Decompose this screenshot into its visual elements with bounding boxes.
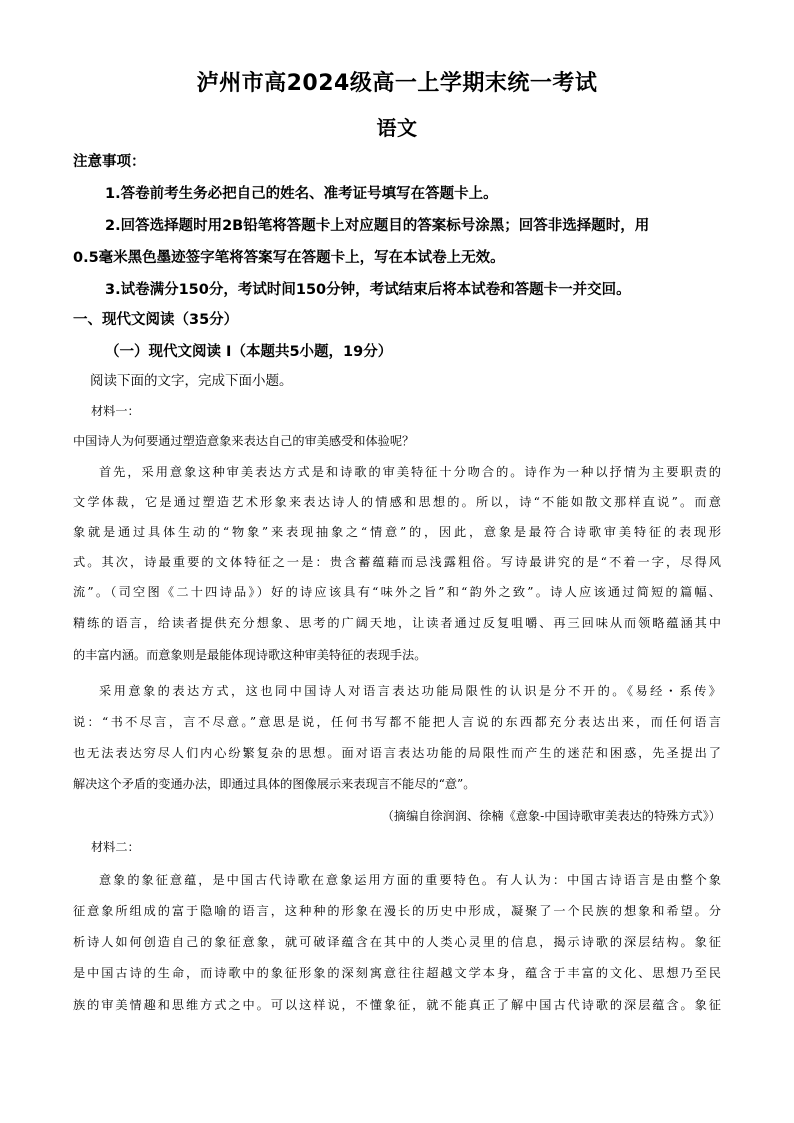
material-1-source: （摘编自徐润润、徐楠《意象-中国诗歌审美表达的特殊方式》） [381,809,721,823]
paragraph-line: 解决这个矛盾的变通办法，即通过具体的图像展示来表现言不能尽的“意”。 [73,777,476,791]
paragraph-line: 的丰富内涵。而意象则是最能体现诗歌这种审美特征的表现手法。 [73,648,427,662]
section-1-heading: 一、现代文阅读（35分） [73,312,239,328]
paragraph-line: 析诗人如何创造自己的象征意象，就可破译蕴含在其中的人类心灵里的信息，揭示诗歌的深层结构。象征 [73,935,721,949]
notice-item-2-line-1: 2.回答选择题时用2B铅笔将答题卡上对应题目的答案标号涂黑；回答非选择题时，用 [105,218,650,234]
exam-title: 泸州市高2024级高一上学期末统一考试 [196,71,598,96]
paragraph-line: 也无法表达穷尽人们内心纷繁复杂的思想。面对语言表达功能的局限性而产生的迷茫和困惑，先圣提出了 [73,746,721,760]
paragraph-line: 意象的象征意蕴，是中国古代诗歌在意象运用方面的重要特色。有人认为：中国古诗语言是由整个象 [99,873,721,887]
reading-instruction: 阅读下面的文字，完成下面小题。 [90,373,293,389]
material-1-question: 中国诗人为何要通过塑造意象来表达自己的审美感受和体验呢？ [73,434,415,448]
paragraph-line: 式。其次，诗最重要的文体特征之一是：贵含蓄蕴藉而忌浅露粗俗。写诗最讲究的是“不着一字，尽得风 [73,555,721,569]
paragraph-line: 是中国古诗的生命，而诗歌中的象征形象的深刻寓意往往超越文学本身，蕴含于丰富的文化、思想乃至民 [73,966,721,980]
paragraph-line: 象就是通过具体生动的“物象”来表现抽象之“情意”的，因此，意象是最符合诗歌审美特征的表现形 [73,525,721,539]
paragraph-line: 征意象所组成的富于隐喻的语言，这种种的形象在漫长的历史中形成，凝聚了一个民族的想象和希望。分 [73,904,721,918]
notice-item-1: 1.答卷前考生务必把自己的姓名、准考证号填写在答题卡上。 [105,186,498,202]
paragraph-line: 首先，采用意象这种审美表达方式是和诗歌的审美特征十分吻合的。诗作为一种以抒情为主要职责的 [99,465,721,479]
paragraph-line: 流”。（司空图《二十四诗品》）好的诗应该具有“味外之旨”和“韵外之致”。诗人应该通过简短的篇幅、 [73,585,721,599]
material-2-label: 材料二： [91,840,140,854]
notice-heading: 注意事项： [73,154,146,170]
material-1-label: 材料一： [91,404,140,418]
notice-item-3: 3.试卷满分150分，考试时间150分钟，考试结束后将本试卷和答题卡一并交回。 [105,282,631,298]
paragraph-line: 说：“书不尽言，言不尽意。”意思是说，任何书写都不能把人言说的东西都充分表达出来，而任何语言 [73,715,721,729]
subject-title: 语文 [376,116,418,140]
notice-item-2-line-2: 0.5毫米黑色墨迹签字笔将答案写在答题卡上，写在本试卷上无效。 [73,250,505,266]
paragraph-line: 文学体裁，它是通过塑造艺术形象来表达诗人的情感和思想的。所以，诗“不能如散文那样直说”。而意 [73,495,721,509]
paragraph-line: 族的审美情趣和思维方式之中。可以这样说，不懂象征，就不能真正了解中国古代诗歌的深层蕴含。象征 [73,998,721,1012]
paragraph-line: 精练的语言，给读者提供充分想象、思考的广阔天地，让读者通过反复咀嚼、再三回味从而领略蕴涵其中 [73,616,721,630]
section-1-sub-heading: （一）现代文阅读 I（本题共5小题，19分） [105,344,393,360]
paragraph-line: 采用意象的表达方式，这也同中国诗人对语言表达功能局限性的认识是分不开的。《易经・系传》 [99,684,721,698]
